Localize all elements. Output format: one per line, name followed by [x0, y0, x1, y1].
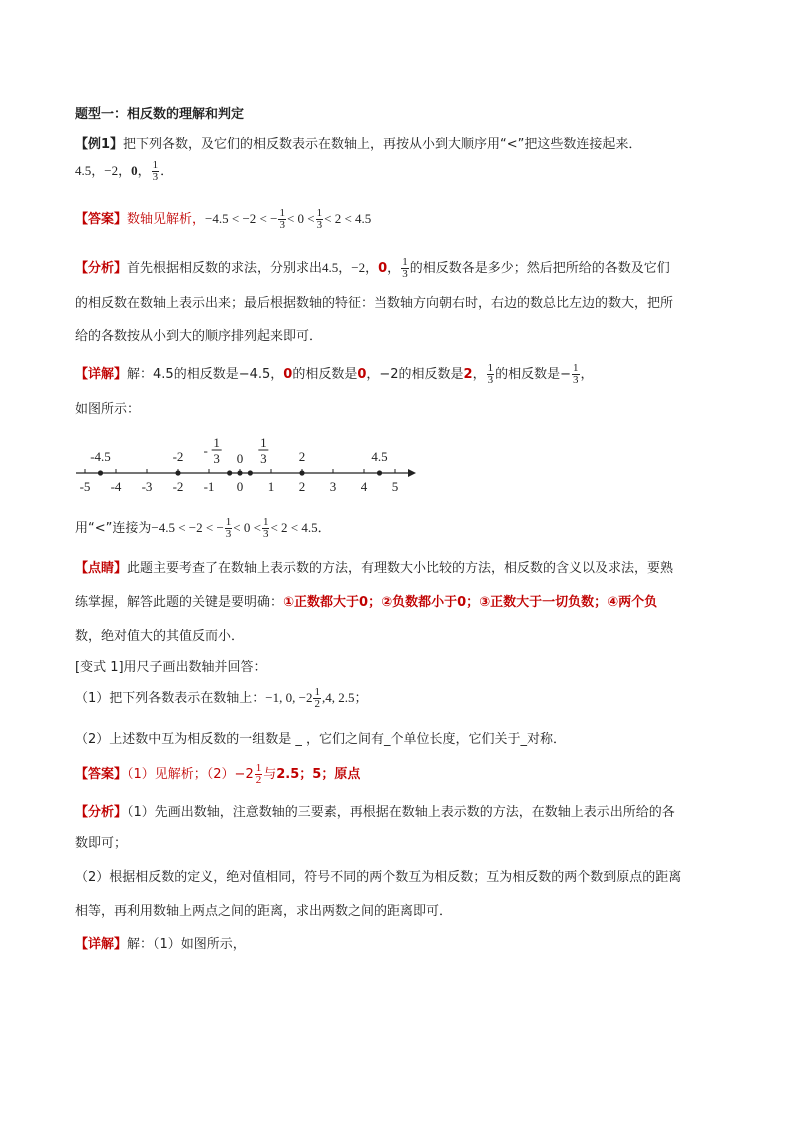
- detail-text: ，: [472, 367, 486, 382]
- comment-point: 0；: [359, 595, 382, 610]
- variant-analysis-2: 数即可；: [75, 836, 128, 851]
- comment-text: 此题主要考查了在数轴上表示数的方法，有理数大小比较的方法，相反数的含义以及求法，要熟: [127, 561, 674, 576]
- point-marker: [299, 470, 304, 475]
- variant-label: [变式 1]用尺子画出数轴并回答：: [75, 660, 267, 675]
- detail-zero: 0: [357, 367, 367, 382]
- fraction-one-third: $\frac{1}{3}$: [279, 207, 285, 231]
- point-label: 0: [236, 451, 244, 466]
- detail-text: 解：4.5的相反数是−4.5，: [127, 367, 284, 382]
- tick-label: -5: [79, 479, 91, 494]
- connect-math: −4.5 < −2 < −: [151, 520, 224, 535]
- comment-line-3: 数，绝对值大的其值反而小．: [75, 629, 245, 644]
- point-marker: [248, 470, 253, 475]
- variant-analysis-text: （1）先画出数轴，注意数轴的三要素，再根据在数轴上表示数的方法，在数轴上表示出所给的各: [127, 805, 675, 820]
- answer-math: < 2 < 4.5: [324, 211, 372, 226]
- fraction-one-third: $\frac{1}{3}$: [487, 362, 494, 386]
- comment-text: 练掌握，解答此题的关键是要明确：: [75, 595, 284, 610]
- variant-analysis-3: （2）根据相反数的定义，绝对值相同，符号不同的两个数互为相反数；互为相反数的两个数到原点的距离: [75, 870, 682, 885]
- figure-caption: 如图所示：: [75, 402, 141, 417]
- analysis-label: 【分析】: [75, 261, 128, 276]
- variant-q1: [75, 687, 367, 710]
- variant-q2: （2）上述数中互为相反数的一组数是 _ ，它们之间有_个单位长度，它们关于_对称．: [75, 732, 567, 747]
- tick-label: 4: [360, 479, 368, 494]
- axis-arrow-icon: [408, 469, 416, 477]
- connect-line: [75, 517, 331, 540]
- analysis-math: 4.5，−2，: [322, 260, 379, 275]
- comment-point: ②负数都小于: [381, 595, 458, 610]
- variant-analysis-1: [75, 801, 675, 820]
- fraction-one-third: $\frac{1}{3}$: [152, 159, 159, 183]
- variant-answer: [75, 763, 360, 786]
- connect-math: < 2 < 4.5．: [270, 520, 331, 535]
- point-marker: [175, 470, 180, 475]
- comment-label: 【点睛】: [75, 561, 128, 576]
- detail-text: 的相反数是: [292, 367, 358, 382]
- example-question: [75, 133, 641, 152]
- detail-text: ，: [580, 367, 594, 382]
- variant-detail: [75, 933, 246, 952]
- point-label: 2: [298, 449, 306, 464]
- tick-label: -3: [141, 479, 153, 494]
- tick-label: 3: [329, 479, 337, 494]
- point-label: -: [203, 443, 208, 458]
- point-label: -2: [172, 449, 184, 464]
- answer-label: 【答案】: [75, 212, 128, 227]
- section-title: 题型一：相反数的理解和判定: [75, 107, 245, 122]
- variant-detail-text: 解：（1）如图所示，: [127, 937, 246, 952]
- tick-label: 0: [236, 479, 244, 494]
- variant-q1-math: ,4, 2.5；: [321, 690, 368, 705]
- point-marker: [98, 470, 103, 475]
- variant-answer-text: （1）见解析；（2）−2: [127, 767, 254, 782]
- variant-q1-math: −1, 0, −2: [265, 690, 313, 705]
- detail-zero: 0: [283, 367, 293, 382]
- comment-line-1: [75, 557, 673, 576]
- answer-math: −4.5 < −2 < −: [205, 211, 278, 226]
- detail-two: 2: [463, 367, 473, 382]
- connect-text: 用“<”连接为: [75, 521, 152, 536]
- example-label: 【例1】: [75, 137, 124, 152]
- comment-point: ③正数大于一切负数；: [479, 595, 608, 610]
- analysis-line-1: 【分析】首先根据相反数的求法，分别求出4.5，−2，0， $\frac{1}{3}$ 的相反数各是多少；然后把所给的各数及它们: [75, 256, 670, 280]
- point-label: 1: [213, 435, 220, 450]
- point-marker: [237, 470, 242, 475]
- analysis-line-3: 给的各数按从小到大的顺序排列起来即可．: [75, 329, 323, 344]
- tick-label: -4: [110, 479, 122, 494]
- detail-label: 【详解】: [75, 367, 128, 382]
- number-list: 4.5，−2，0， $\frac{1}{3}$ ．: [75, 159, 174, 183]
- point-marker: [227, 470, 232, 475]
- tick-label: -1: [203, 479, 215, 494]
- answer-line: [75, 208, 371, 231]
- analysis-text: 首先根据相反数的求法，分别求出: [127, 261, 323, 276]
- variant-answer-text: 与: [263, 767, 277, 782]
- variant-detail-label: 【详解】: [75, 937, 128, 952]
- tick-label: 5: [391, 479, 399, 494]
- answer-math: < 0 <: [286, 211, 315, 226]
- fraction-one-third: $\frac{1}{3}$: [225, 516, 232, 540]
- point-label: 3: [260, 451, 267, 466]
- fraction-one-half: $\frac{1}{2}$: [314, 686, 320, 710]
- number-item: 0: [131, 163, 138, 178]
- tick-label: 1: [267, 479, 275, 494]
- point-label: 1: [260, 435, 267, 450]
- number-item: 4.5: [75, 163, 92, 178]
- fraction-one-third: $\frac{1}{3}$: [262, 516, 269, 540]
- number-item: −2: [104, 163, 119, 178]
- number-line-figure: [70, 425, 430, 500]
- comment-point: ④两个负: [607, 595, 658, 610]
- analysis-text: 的相反数各是多少；然后把所给的各数及它们: [409, 261, 670, 276]
- comment-point: ①正数都大于: [283, 595, 360, 610]
- detail-text: 的相反数是−: [495, 367, 572, 382]
- tick-label: -2: [172, 479, 184, 494]
- point-label: 4.5: [371, 449, 388, 464]
- comment-line-2: [75, 591, 657, 610]
- detail-text: ，−2的相反数是: [366, 367, 464, 382]
- point-label: 3: [213, 451, 220, 466]
- analysis-line-2: 的相反数在数轴上表示出来；最后根据数轴的特征：当数轴方向朝右时，右边的数总比左边的数大，把所: [75, 296, 674, 311]
- example-question-text: 把下列各数，及它们的相反数表示在数轴上，再按从小到大顺序用“<”把这些数连接起来．: [123, 137, 642, 152]
- tick-label: 2: [298, 479, 306, 494]
- variant-answer-text: 2.5；5；原点: [276, 767, 361, 782]
- variant-q1-text: （1）把下列各数表示在数轴上：: [75, 691, 266, 706]
- point-label: -4.5: [90, 449, 111, 464]
- detail-line: [75, 363, 594, 386]
- fraction-one-third: $\frac{1}{3}$: [316, 207, 323, 231]
- fraction-one-third: $\frac{1}{3}$: [402, 256, 408, 280]
- connect-math: < 0 <: [233, 520, 261, 535]
- variant-answer-label: 【答案】: [75, 767, 128, 782]
- variant-analysis-4: 相等，再利用数轴上两点之间的距离，求出两数之间的距离即可．: [75, 904, 453, 919]
- answer-text: 数轴见解析，: [127, 212, 206, 227]
- variant-analysis-label: 【分析】: [75, 805, 128, 820]
- analysis-zero: 0: [378, 261, 388, 276]
- point-marker: [377, 470, 382, 475]
- fraction-one-half: $\frac{1}{2}$: [255, 762, 262, 786]
- fraction-one-third: $\frac{1}{3}$: [573, 362, 579, 386]
- comment-point: 0；: [457, 595, 480, 610]
